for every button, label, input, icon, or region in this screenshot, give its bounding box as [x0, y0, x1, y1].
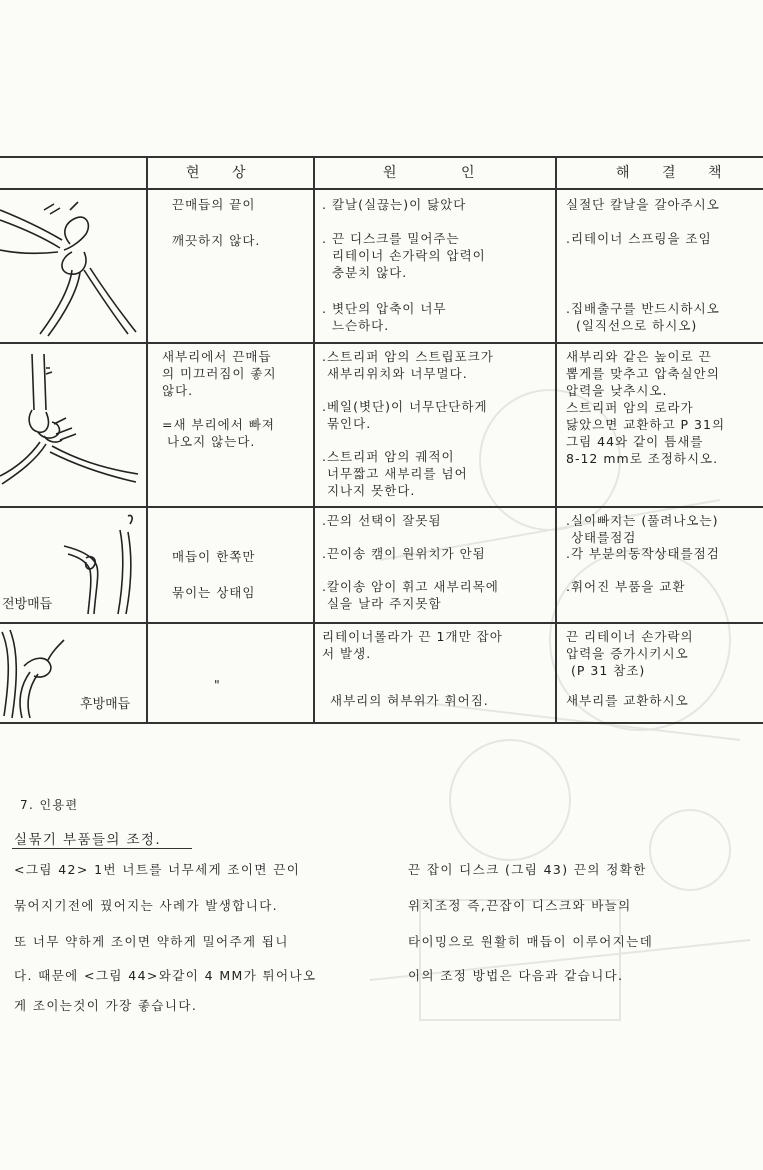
- row2-border: [0, 506, 763, 508]
- header-cause: 원 인: [383, 165, 505, 181]
- row4-solution-1: 끈 리테이너 손가락의 압력을 증가시키시오 (P 31 참조): [566, 629, 694, 678]
- row4-solution-2: 새부리를 교환하시오: [566, 693, 689, 708]
- row3-cause-3: .칼이송 암이 휘고 새부리목에 실을 날라 주지못함: [322, 579, 499, 611]
- row3-cause-2: .끈이송 캠이 원위치가 안됨: [322, 546, 486, 561]
- row1-border: [0, 342, 763, 344]
- section-title-underline: [12, 848, 192, 849]
- right-paragraph-line-1: 끈 잡이 디스크 (그림 43) 끈의 정확한: [408, 862, 647, 877]
- row3-solution-1: .실이빠지는 (풀려나오는) 상태를점검: [566, 513, 719, 545]
- row4-symptom-mark: ": [214, 677, 221, 692]
- row4-cause-2: 새부리의 혀부위가 휘어짐.: [330, 693, 489, 708]
- col-divider-2: [313, 156, 315, 723]
- knot-illustration-loose-end: [0, 192, 144, 340]
- left-paragraph-line-3: 또 너무 약하게 조이면 약하게 밀어주게 됩니: [14, 934, 289, 949]
- table-bottom-border: [0, 722, 763, 724]
- row1-cause-1: . 칼날(실끊는)이 닳았다: [322, 197, 467, 212]
- row4-illustration-label: 후방매듭: [80, 697, 131, 712]
- left-paragraph-line-5: 게 조이는것이 가장 좋습니다.: [14, 998, 198, 1013]
- row3-illustration-label: 전방매듭: [2, 597, 53, 612]
- row3-solution-3: .휘어진 부품을 교환: [566, 579, 686, 594]
- row1-solution-3: .집배출구를 반드시하시오 (일직선으로 하시오): [566, 301, 720, 333]
- row1-solution-1: 실절단 칼날을 갈아주시오: [566, 197, 720, 212]
- row1-solution-2: .리테이너 스프링을 조임: [566, 231, 712, 246]
- row3-border: [0, 622, 763, 624]
- row2-symptom: 새부리에서 끈매듭 의 미끄러짐이 좋지 않다. =새 부리에서 빠져 나오지 않는다.: [162, 349, 277, 449]
- row2-cause-2: .베일(볏단)이 너무단단하게 묶인다.: [322, 399, 488, 431]
- row2-solution: 새부리와 같은 높이로 끈 뽑게를 맞추고 압축실안의 압력을 낮추시오. 스트리퍼 암의 로라가 닳았으면 교환하고 P 31의 그림 44와 같이 틈새를 8-12 mm로 조정하시오.: [566, 349, 726, 466]
- row1-cause-2: . 끈 디스크를 밀어주는 리테이너 손가락의 압력이 충분치 않다.: [322, 231, 486, 280]
- row2-cause-3: .스트리퍼 암의 궤적이 너무짧고 새부리를 넘어 지나지 못한다.: [322, 449, 468, 498]
- header-solution: 해 결 책: [616, 165, 736, 181]
- section-number: 7. 인용편: [20, 798, 79, 812]
- section-title: 실묶기 부품들의 조정.: [14, 832, 162, 848]
- knot-illustration-billhook: [0, 346, 144, 504]
- row3-solution-2: .각 부분의동작상태를점검: [566, 546, 720, 561]
- row4-cause-1: 리테이너롤라가 끈 1개만 잡아 서 발생.: [322, 629, 503, 661]
- header-symptom: 현 상: [186, 165, 260, 181]
- table-top-border: [0, 156, 763, 158]
- left-paragraph-line-4: 다. 때문에 <그림 44>와같이 4 MM가 튀어나오: [14, 968, 317, 983]
- col-divider-3: [555, 156, 557, 723]
- left-paragraph-line-2: 묶어지기전에 꿨어지는 사례가 발생합니다.: [14, 898, 279, 913]
- row1-symptom: 끈매듭의 끝이 깨끗하지 않다.: [172, 197, 261, 248]
- right-paragraph-line-3: 타이밍으로 원활히 매듭이 이루어지는데: [408, 934, 654, 949]
- right-paragraph-line-2: 위치조정 즉,끈잡이 디스크와 바늘의: [408, 898, 632, 913]
- row1-cause-3: . 볏단의 압축이 너무 느슨하다.: [322, 301, 447, 333]
- col-divider-1: [146, 156, 148, 723]
- row3-symptom: 매듭이 한쪽만 묶이는 상태임: [172, 549, 256, 600]
- row2-cause-1: .스트리퍼 암의 스트립포크가 새부리위치와 너무멀다.: [322, 349, 494, 381]
- right-paragraph-line-4: 이의 조정 방법은 다음과 같습니다.: [408, 968, 624, 983]
- table-header-border: [0, 188, 763, 190]
- row3-cause-1: .끈의 선택이 잘못됨: [322, 513, 442, 528]
- left-paragraph-line-1: <그림 42> 1번 너트를 너무세게 조이면 끈이: [14, 862, 301, 877]
